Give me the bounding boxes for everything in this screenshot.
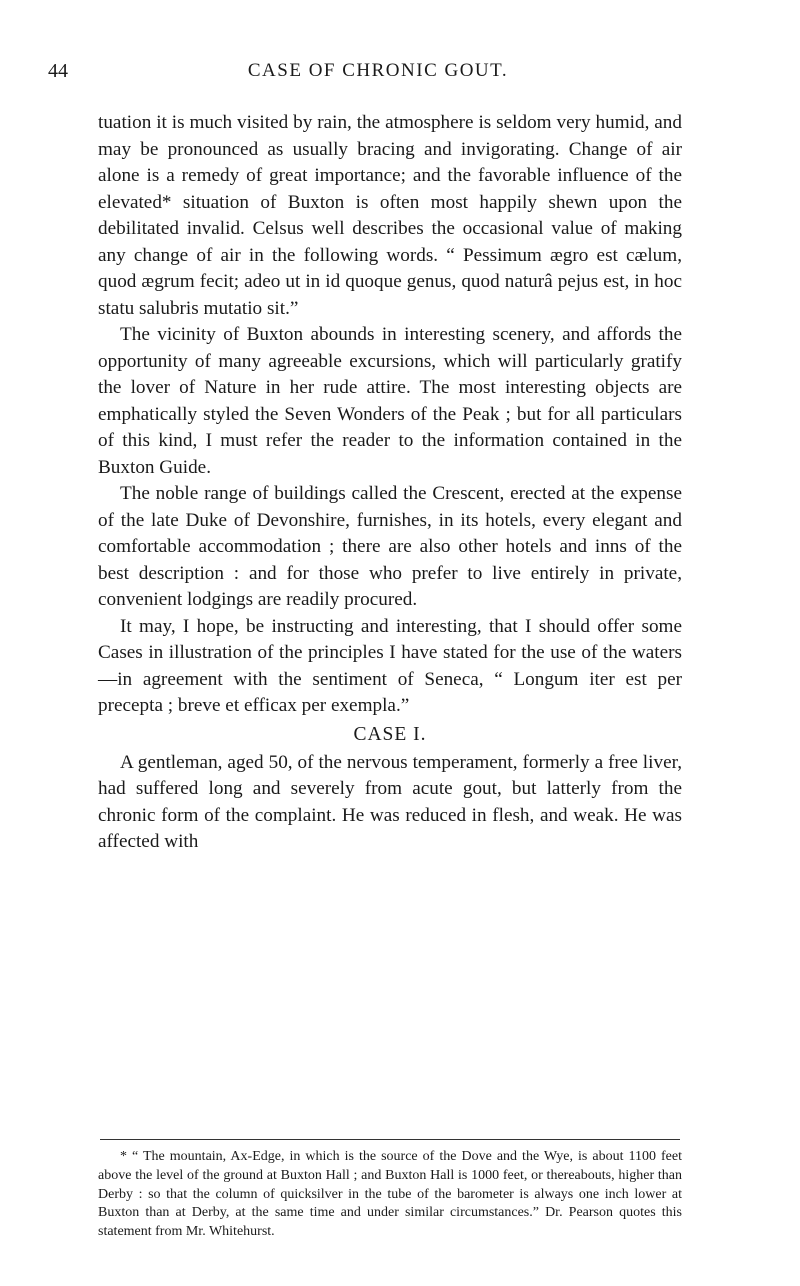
footnote: * “ The mountain, Ax-Edge, in which is the source of the Dove and the Wye, is about 1100 feet above the level of the ground at Buxton Hall ; and Buxton Hall is 1000 feet, or thereabouts, higher than Derby : so that the column of quicksilver in the tube of the barometer is always one inch lower at Buxton than at Derby, at the same time and under similar circumstances.” Dr. Pearson quotes this statement from Mr. Whitehurst.	[98, 1149, 682, 1240]
page-number: 44	[48, 60, 68, 82]
body-text	[98, 110, 682, 856]
running-head-title: CASE OF CHRONIC GOUT.	[247, 60, 509, 81]
footnote-divider	[100, 1139, 680, 1140]
paragraph-continued: tuation it is much visited by rain, the atmosphere is seldom very humid, and may be pronounced as usually bracing and invigorating. Change of air alone is a remedy of great importance; and the favorable influence of the elevated* situation of Buxton is often most happily shewn upon the debilitated invalid. Celsus well describes the occasional value of making any change of air in the following words. “ Pessimum ægro est cælum, quod ægrum fecit; adeo ut in id quoque genus, quod naturâ pejus est, in hoc statu salubris mutatio sit.”	[98, 112, 682, 319]
paragraph-vicinity: The vicinity of Buxton abounds in interesting scenery, and affords the opportunity of many agreeable excursions, which will particularly gratify the lover of Nature in her rude attire. The most interesting objects are emphatically styled the Seven Wonders of the Peak ; but for all particulars of this kind, I must refer the reader to the information contained in the Buxton Guide.	[98, 324, 682, 478]
paragraph-case-one: A gentleman, aged 50, of the nervous temperament, formerly a free liver, had suffered long and severely from acute gout, but latterly from the chronic form of the complaint. He was reduced in flesh, and weak. He was affected with	[98, 751, 682, 852]
running-head	[48, 56, 708, 86]
paragraph-cases: It may, I hope, be instructing and interesting, that I should offer some Cases in illustration of the principles I have stated for the use of the waters—in agreement with the sentiment of Seneca, “ Longum iter est per precepta ; breve et efficax per exempla.”	[98, 615, 682, 716]
paragraph-crescent: The noble range of buildings called the Crescent, erected at the expense of the late Duke of Devonshire, furnishes, in its hotels, every elegant and comfortable accommodation ; there are also other hotels and inns of the best description : and for those who prefer to live entirely in private, convenient lodgings are readily procured.	[98, 483, 682, 610]
case-heading: CASE I.	[353, 723, 427, 745]
